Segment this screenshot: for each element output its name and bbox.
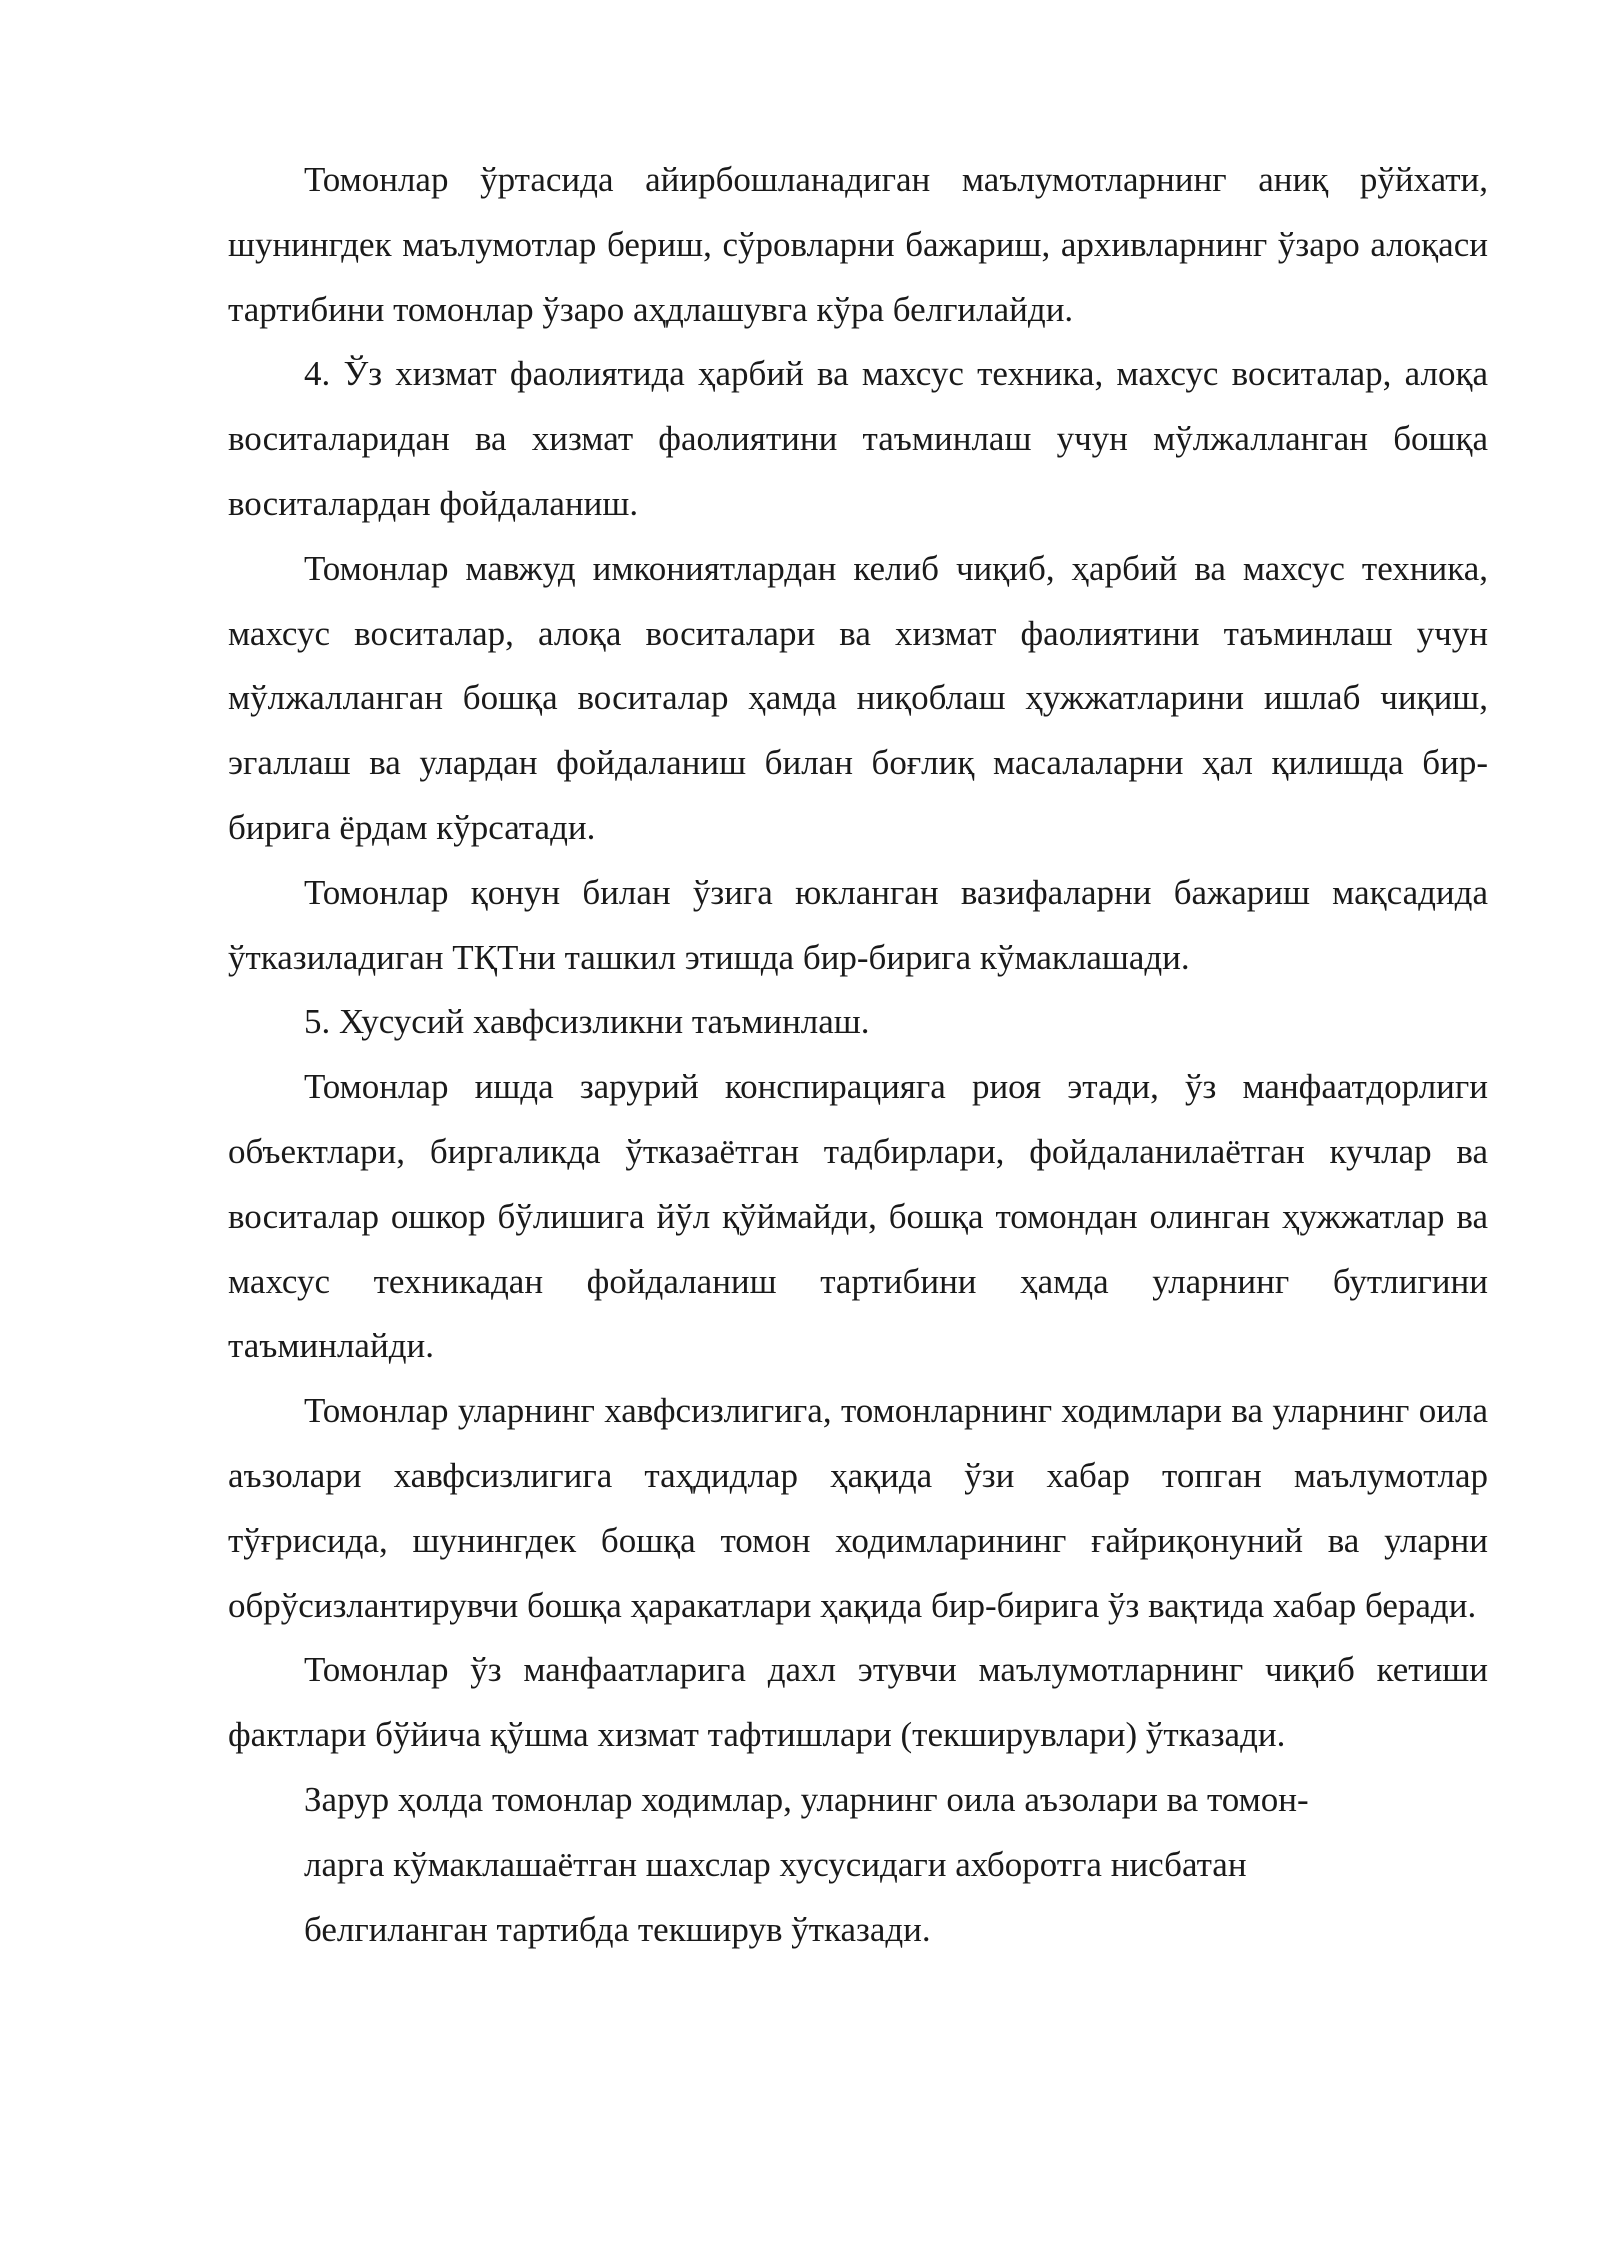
paragraph-operational-assistance: Томонлар қонун билан ўзига юкланган вазифаларни бажариш мақсадида ўтказиладиган ТҚТни ташкил этишда бир-бирига кўмаклашади. (228, 872, 1488, 977)
document-body (228, 148, 1488, 1962)
paragraph-section-5-heading: 5. Хусусий хавфсизликни таъминлаш. (304, 1002, 870, 1042)
paragraph-exchange-list: Томонлар ўртасида айирбошланадиган маълумотларнинг аниқ рўйхати, шунингдек маълумотлар бериш, сўровларни бажариш, архивларнинг ўзаро алоқаси тартибини томонлар ўзаро аҳдлашувга кўра белгилайди. (228, 160, 1488, 329)
verification-line-1: Зарур ҳолда томонлар ходимлар, уларнинг оила аъзолари ва томон- (304, 1779, 1309, 1819)
paragraph-conspiracy: Томонлар ишда зарурий конспирацияга риоя этади, ўз манфаатдорлиги объектлари, биргаликда ўтказаётган тадбирлари, фойдаланилаётган кучлар ва воситалар ошкор бўлишига йўл қўймайди, бошқа томондан олинган ҳужжатлар ва махсус техникадан фойдаланиш тартибини ҳамда уларнинг бутлигини таъминлайди. (228, 1067, 1488, 1366)
paragraph-technical-means: Томонлар мавжуд имкониятлардан келиб чиқиб, ҳарбий ва махсус техника, махсус воситалар, алоқа воситалари ва хизмат фаолиятини таъминлаш учун мўлжалланган бошқа воситалар ҳамда ниқоблаш ҳужжатларини ишлаб чиқиш, эгаллаш ва улардан фойдаланиш билан боғлиқ масалаларни ҳал қилишда бир-бирига ёрдам кўрсатади. (228, 548, 1488, 847)
paragraph-section-4-heading: 4. Ўз хизмат фаолиятида ҳарбий ва махсус техника, махсус воситалар, алоқа воситаларидан ва хизмат фаолиятини таъминлаш учун мўлжалланган бошқа воситалардан фойдаланиш. (228, 354, 1488, 523)
verification-line-2: ларга кўмаклашаётган шахслар хусусидаги ахборотга нисбатан (304, 1844, 1247, 1884)
verification-line-3: белгиланган тартибда текширув ўтказади. (304, 1909, 931, 1949)
paragraph-threat-notification: Томонлар уларнинг хавфсизлигига, томонларнинг ходимлари ва уларнинг оила аъзолари хавфсизлигига таҳдидлар ҳақида ўзи хабар топган маълумотлар тўғрисида, шунингдек бошқа томон ходимларининг ғайриқонуний ва уларни обрўсизлантирувчи бошқа ҳаракатлари ҳақида бир-бирига ўз вақтида хабар беради. (228, 1391, 1488, 1625)
paragraph-verification (228, 1768, 1488, 1962)
paragraph-joint-inspections: Томонлар ўз манфаатларига дахл этувчи маълумотларнинг чиқиб кетиши фактлари бўйича қўшма хизмат тафтишлари (текширувлари) ўтказади. (228, 1650, 1488, 1755)
